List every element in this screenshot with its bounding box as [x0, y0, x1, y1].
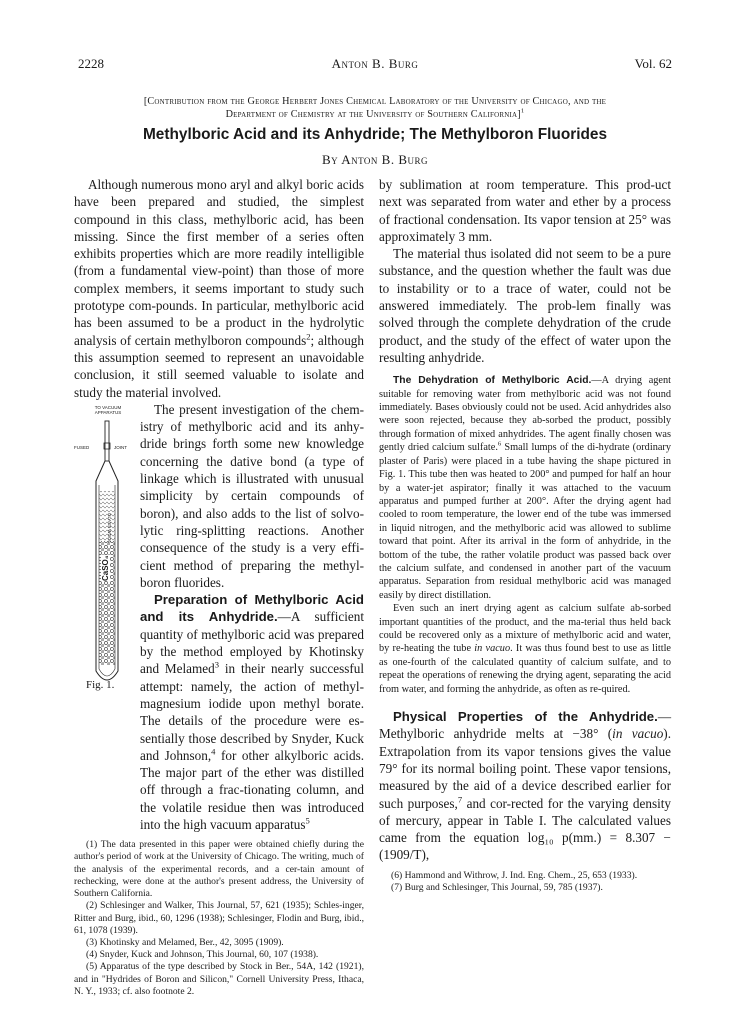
- running-head: [78, 56, 672, 74]
- left-footnotes: [74, 839, 364, 998]
- figure-label-caso4: CaSO₄: [101, 555, 110, 581]
- right-footnotes: [379, 870, 671, 894]
- footnote-2: (2) Schlesinger and Walker, This Journal, 57, 621 (1935); Schles-inger, Ritter and Burg, ibid., 60, 1296 (1938); Schlesinger, Flodin and Burg, ibid., 61, 1078 (1939).: [74, 900, 364, 936]
- footnote-6: (6) Hammond and Withrow, J. Ind. Eng. Chem., 25, 653 (1933).: [391, 869, 638, 881]
- running-head-author: Anton B. Burg: [331, 56, 419, 71]
- figure-label-vacuum: TO VACUUM APPARATUS: [94, 404, 122, 415]
- contribution-line-2: Department of Chemistry at the University of Southern California]: [225, 109, 521, 120]
- figure-side-text: [140, 401, 364, 833]
- page-number: 2228: [78, 56, 104, 71]
- footnote-ref-7[interactable]: 7: [457, 794, 463, 805]
- figure-1: [74, 401, 140, 707]
- footnote-ref-2[interactable]: 2: [306, 331, 311, 342]
- figure-wrap: [74, 401, 364, 833]
- right-column: [379, 176, 671, 894]
- footnote-3: (3) Khotinsky and Melamed, Ber., 42, 3095 (1909).: [86, 936, 284, 948]
- footnote-ref-6[interactable]: 6: [497, 440, 502, 448]
- figure-label-glass-wool: GLASS WOOL: [107, 512, 112, 543]
- preparation-paragraph: Preparation of Methylboric Acid and its Anhydride.—A sufficient quantity of methylboric acid was prepared by the method employed by Khotinsky and Melamed$^3$ in their nearly successful attempt: namely, the action of methyl-magnesium iodide upon methyl borate. The details of the procedure were es-sentially those described by Snyder, Kuck and Johnson,$^4$ for other alkylboric acids. The major part of the ether was distilled off through a frac-tionating column, and the volatile residue then was introduced into the high vacuum apparatus$^5$: [140, 592, 365, 832]
- dehydration-paragraph: The Dehydration of Methylboric Acid.—A drying agent suitable for removing water from methylboric acid was not found immediately. Bases obviously could not be used. Acid anhydrides also were soon rejected, because they ab-sorbed the product, possibly through formation of mixed anhydrides. The agent finally chosen was gently dried calcium sulfate.$^6$ Small lumps of the di-hydrate (ordinary plaster of Paris) were placed in a tube having the shape pictured in Fig. 1. This tube then was heated to 200° and pumped for half an hour by a water-jet aspirator; finally it was attached to the vacuum apparatus and pumped further at 200°. After the drying agent had cooled to room temperature, the lower end of the tube was immersed in liquid nitrogen, and the methylboric acid was allowed to sublime toward that point. After its arrival in the form of anhydride, in the bottom of the tube, the rather volatile product was passed back over the calcium sulfate, and condensed in another part of the vacuum apparatus. Separation from residual methylboric acid was managed easily by direct distillation.: [379, 375, 671, 601]
- figure-caption: Fig. 1.: [86, 678, 115, 691]
- footnote-5: (5) Apparatus of the type described by Stock in Ber., 54A, 142 (1921), and in "Hydrides of Boron and Silicon," Cornell University Press, Ithaca, N. Y., 1933; cf. also footnote 2.: [74, 961, 364, 997]
- volume-label: Vol. 62: [634, 56, 672, 71]
- figure-label-fused: FUSED: [74, 444, 90, 450]
- paragraph-isolation: The material thus isolated did not seem to be a pure substance, and the question whether the fault was due to instability or to a trace of water, could not be answered immediately. The prob-lem finally was solved through the complete dehydration of the crude product, and the study of the effect of water upon the resulting anhydride.: [379, 246, 671, 365]
- physical-properties-paragraph: Physical Properties of the Anhydride.—Methylboric anhydride melts at −38° (in vacuo). Extrapolation from its vapor tensions gives the value 79° for its normal boiling point. These vapor tensions, measured by the aid of a device described earlier for such purposes,$^7$ and cor-rected for the varying density of mercury, appear in Table I. The calculated values came from the equation log₁₀ p(mm.) = 8.307 − (1909/T),: [379, 709, 671, 863]
- footnote-ref-3[interactable]: 3: [214, 659, 219, 670]
- footnote-ref-1[interactable]: 1: [520, 107, 525, 115]
- intro-paragraph: Although numerous mono aryl and alkyl boric acids have been prepared and studied, the simplest compound in this class, methylboric acid, has been missing. Since the first member of a series often exhibits properties which are more readily intelligible (from a fundamental view-point) than those of more complex members, it seems important to study such prototype com-pounds. In particular, methylboric acid has been assumed to be a product in the hydrolytic analysis of certain methylboron compounds$^2$; although this assumption seemed to represent an unavoidable conclusion, it still seemed valuable to isolate and study the material involved.: [74, 177, 364, 400]
- footnote-ref-5[interactable]: 5: [305, 815, 310, 826]
- paragraph-dative-bond: The present investigation of the chem-istry of methylboric acid and its anhy-dride brings forth some new knowledge concerning the dative bond (a type of linkage which is illustrated with unusual simplicity by certain compounds of boron), and also adds to the list of solvo-lytic ring-splitting reactions. Another consequence of the study is a very effi-cient method of preparing the methyl-boron fluorides.: [140, 401, 364, 590]
- dehydration-heading: The Dehydration of Methylboric Acid.: [393, 375, 592, 387]
- drying-agent-paragraph: Even such an inert drying agent as calcium sulfate ab-sorbed important quantities of the product, and the ma-terial thus held back could be recovered only as a mixture of methylboric acid and water, by re-heating the tube in vacuo. It was thus found best to use as little as one-fourth of the calculated quantity of calcium sulfate, and to repeat the operations of renewing the drying agent, separating the acid from water, and forming the anhydride, as often as re-quired.: [379, 603, 671, 695]
- article-title: Methylboric Acid and its Anhydride; The Methylboron Fluorides: [142, 126, 608, 143]
- byline: By Anton B. Burg: [321, 152, 429, 167]
- contribution-note: [78, 95, 672, 121]
- figure-label-joint: JOINT: [114, 444, 127, 450]
- preparation-heading: Preparation of Methylboric Acid and its Anhydride.: [140, 592, 364, 625]
- contribution-line-1: [Contribution from the George Herbert Jones Chemical Laboratory of the University of Chicago, and the: [143, 96, 607, 107]
- footnote-4: (4) Snyder, Kuck and Johnson, This Journal, 60, 107 (1938).: [86, 949, 319, 961]
- footnote-1: (1) The data presented in this paper were obtained chiefly during the author's period of work at the University of Chicago. The writing, much of the analysis of the experimental records, and a cer-tain amount of rechecking, were done at the author's present address, the University of Southern California.: [74, 839, 364, 900]
- paragraph-sublimation: by sublimation at room temperature. This prod-uct next was separated from water and ether by a process of fractional condensation. Its vapor tension at 25° was approximately 3 mm.: [379, 177, 671, 244]
- physical-properties-heading: Physical Properties of the Anhydride.: [393, 709, 658, 725]
- left-column: [74, 176, 364, 998]
- footnote-ref-4[interactable]: 4: [211, 746, 216, 757]
- footnote-7: (7) Burg and Schlesinger, This Journal, 59, 785 (1937).: [391, 881, 603, 893]
